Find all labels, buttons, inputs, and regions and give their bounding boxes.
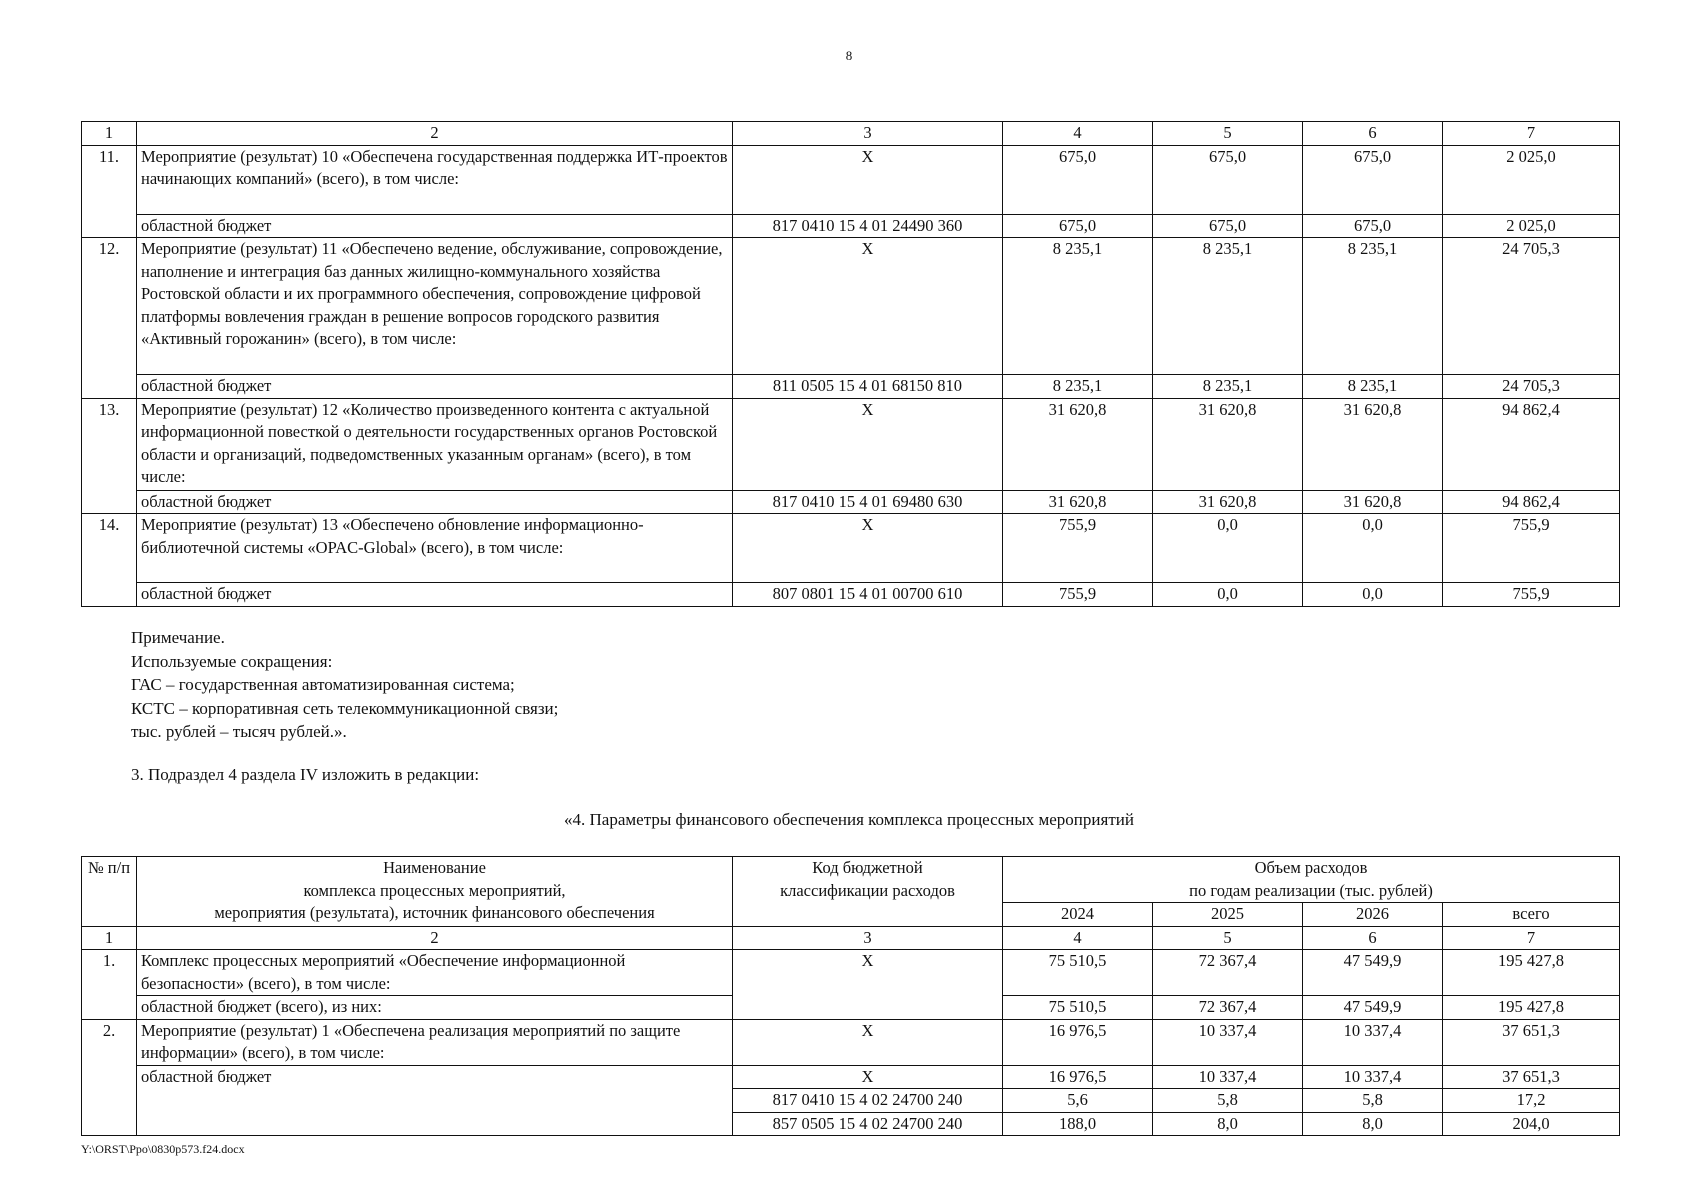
value-2025: 72 367,4 bbox=[1153, 996, 1303, 1020]
value-2025: 10 337,4 bbox=[1153, 1019, 1303, 1065]
funding-source: областной бюджет bbox=[137, 490, 733, 514]
measure-name: Мероприятие (результат) 12 «Количество произведенного контента с актуальной информационной повесткой о деятельности государственных органов Ростовской области и организаций, подведомственных указанным органам» (всего), в том числе: bbox=[137, 398, 733, 490]
table-row bbox=[82, 145, 1620, 214]
budget-code: 817 0410 15 4 01 24490 360 bbox=[733, 214, 1003, 238]
value-2024: 16 976,5 bbox=[1003, 1065, 1153, 1089]
budget-code: 817 0410 15 4 01 69480 630 bbox=[733, 490, 1003, 514]
budget-code: Х bbox=[733, 1019, 1003, 1065]
amendment-paragraph: 3. Подраздел 4 раздела IV изложить в редакции: bbox=[131, 765, 480, 784]
value-total: 94 862,4 bbox=[1443, 398, 1620, 490]
budget-code: Х bbox=[733, 145, 1003, 214]
value-2024: 755,9 bbox=[1003, 514, 1153, 583]
value-total: 755,9 bbox=[1443, 583, 1620, 607]
value-2024: 8 235,1 bbox=[1003, 375, 1153, 399]
value-2025: 8,0 bbox=[1153, 1112, 1303, 1136]
value-2025: 675,0 bbox=[1153, 145, 1303, 214]
value-2026: 8 235,1 bbox=[1303, 375, 1443, 399]
value-2024: 5,6 bbox=[1003, 1089, 1153, 1113]
value-2026: 31 620,8 bbox=[1303, 490, 1443, 514]
funding-source: областной бюджет bbox=[137, 375, 733, 399]
measure-name: Мероприятие (результат) 10 «Обеспечена государственная поддержка ИТ-проектов начинающих компаний» (всего), в том числе: bbox=[137, 145, 733, 214]
file-path-footer: Y:\ORST\Ppo\0830p573.f24.docx bbox=[81, 1142, 245, 1156]
value-total: 2 025,0 bbox=[1443, 214, 1620, 238]
column-number: 2 bbox=[137, 926, 733, 950]
row-number: 14. bbox=[82, 514, 137, 607]
budget-code: 857 0505 15 4 02 24700 240 bbox=[733, 1112, 1003, 1136]
table-header bbox=[82, 857, 1620, 903]
header-year-2025: 2025 bbox=[1153, 903, 1303, 927]
row-number: 13. bbox=[82, 398, 137, 514]
abbreviation-item: ГАС – государственная автоматизированная система; bbox=[131, 675, 515, 694]
value-2025: 72 367,4 bbox=[1153, 950, 1303, 996]
section-title: «4. Параметры финансового обеспечения комплекса процессных мероприятий bbox=[564, 810, 1134, 829]
budget-code: Х bbox=[733, 1065, 1003, 1089]
value-2024: 31 620,8 bbox=[1003, 398, 1153, 490]
header-name-line: Наименование bbox=[383, 858, 486, 877]
funding-source: областной бюджет bbox=[137, 583, 733, 607]
header-volume bbox=[1003, 857, 1620, 903]
budget-code: Х bbox=[733, 398, 1003, 490]
table-row bbox=[82, 375, 1620, 399]
value-total: 2 025,0 bbox=[1443, 145, 1620, 214]
row-number: 2. bbox=[82, 1019, 137, 1136]
budget-code: Х bbox=[733, 238, 1003, 375]
column-number: 4 bbox=[1003, 122, 1153, 146]
value-2024: 75 510,5 bbox=[1003, 996, 1153, 1020]
value-2025: 31 620,8 bbox=[1153, 490, 1303, 514]
value-2026: 10 337,4 bbox=[1303, 1065, 1443, 1089]
budget-code: 807 0801 15 4 01 00700 610 bbox=[733, 583, 1003, 607]
table-row bbox=[82, 583, 1620, 607]
table-row bbox=[82, 490, 1620, 514]
column-number: 3 bbox=[733, 122, 1003, 146]
header-year-2024: 2024 bbox=[1003, 903, 1153, 927]
value-2025: 0,0 bbox=[1153, 514, 1303, 583]
value-2026: 675,0 bbox=[1303, 214, 1443, 238]
value-2026: 675,0 bbox=[1303, 145, 1443, 214]
table-row bbox=[82, 214, 1620, 238]
value-total: 94 862,4 bbox=[1443, 490, 1620, 514]
value-2025: 8 235,1 bbox=[1153, 375, 1303, 399]
value-2026: 5,8 bbox=[1303, 1089, 1443, 1113]
value-2025: 31 620,8 bbox=[1153, 398, 1303, 490]
note-title: Примечание. bbox=[131, 628, 225, 647]
value-total: 195 427,8 bbox=[1443, 950, 1620, 996]
column-number: 7 bbox=[1443, 122, 1620, 146]
abbreviation-item: тыс. рублей – тысяч рублей.». bbox=[131, 722, 347, 741]
value-2025: 5,8 bbox=[1153, 1089, 1303, 1113]
value-total: 37 651,3 bbox=[1443, 1065, 1620, 1089]
value-total: 204,0 bbox=[1443, 1112, 1620, 1136]
value-2024: 675,0 bbox=[1003, 214, 1153, 238]
column-number: 1 bbox=[82, 122, 137, 146]
budget-code: 817 0410 15 4 02 24700 240 bbox=[733, 1089, 1003, 1113]
measure-name: Мероприятие (результат) 13 «Обеспечено обновление информационно-библиотечной системы «OPAC-Global» (всего), в том числе: bbox=[137, 514, 733, 583]
value-2026: 10 337,4 bbox=[1303, 1019, 1443, 1065]
column-number: 2 bbox=[137, 122, 733, 146]
table-row bbox=[82, 398, 1620, 490]
value-2025: 10 337,4 bbox=[1153, 1065, 1303, 1089]
column-number: 4 bbox=[1003, 926, 1153, 950]
value-2025: 8 235,1 bbox=[1153, 238, 1303, 375]
header-code bbox=[733, 857, 1003, 927]
budget-code: 811 0505 15 4 01 68150 810 bbox=[733, 375, 1003, 399]
value-2024: 75 510,5 bbox=[1003, 950, 1153, 996]
table-header-numbers bbox=[82, 122, 1620, 146]
row-number: 1. bbox=[82, 950, 137, 1020]
header-year-2026: 2026 bbox=[1303, 903, 1443, 927]
header-name-line: мероприятия (результата), источник финансового обеспечения bbox=[214, 903, 655, 922]
funding-parameters-table bbox=[81, 856, 1620, 1136]
measure-name: Мероприятие (результат) 11 «Обеспечено ведение, обслуживание, сопровождение, наполнение и интеграция баз данных жилищно-коммунального хозяйства Ростовской области и их программного обеспечения, сопровождение цифровой платформы вовлечения граждан в решение вопросов городского развития «Активный горожанин» (всего), в том числе: bbox=[137, 238, 733, 375]
value-2025: 0,0 bbox=[1153, 583, 1303, 607]
header-number: № п/п bbox=[82, 857, 137, 927]
table-row bbox=[82, 514, 1620, 583]
column-number: 6 bbox=[1303, 926, 1443, 950]
value-total: 755,9 bbox=[1443, 514, 1620, 583]
measure-name: Комплекс процессных мероприятий «Обеспечение информационной безопасности» (всего), в том числе: bbox=[137, 950, 733, 996]
value-total: 37 651,3 bbox=[1443, 1019, 1620, 1065]
funding-table-continued bbox=[81, 121, 1620, 607]
header-name-line: комплекса процессных мероприятий, bbox=[303, 880, 566, 900]
header-total: всего bbox=[1443, 903, 1620, 927]
column-number: 5 bbox=[1153, 926, 1303, 950]
column-number: 1 bbox=[82, 926, 137, 950]
header-volume-line: Объем расходов bbox=[1254, 858, 1368, 877]
funding-source: областной бюджет bbox=[137, 214, 733, 238]
table-row bbox=[82, 1065, 1620, 1089]
value-total: 24 705,3 bbox=[1443, 238, 1620, 375]
funding-source: областной бюджет (всего), из них: bbox=[137, 996, 733, 1020]
table-row bbox=[82, 950, 1620, 996]
abbreviation-item: КСТС – корпоративная сеть телекоммуникационной связи; bbox=[131, 698, 559, 718]
value-2026: 47 549,9 bbox=[1303, 950, 1443, 996]
measure-name: Мероприятие (результат) 1 «Обеспечена реализация мероприятий по защите информации» (всего), в том числе: bbox=[137, 1019, 733, 1065]
header-name bbox=[137, 857, 733, 927]
value-2024: 31 620,8 bbox=[1003, 490, 1153, 514]
value-total: 195 427,8 bbox=[1443, 996, 1620, 1020]
column-number: 6 bbox=[1303, 122, 1443, 146]
abbreviations-title: Используемые сокращения: bbox=[131, 651, 333, 671]
value-2025: 675,0 bbox=[1153, 214, 1303, 238]
value-2026: 8,0 bbox=[1303, 1112, 1443, 1136]
value-2026: 0,0 bbox=[1303, 583, 1443, 607]
budget-code: Х bbox=[733, 514, 1003, 583]
row-number: 12. bbox=[82, 238, 137, 399]
row-number: 11. bbox=[82, 145, 137, 238]
page-number: 8 bbox=[845, 48, 853, 63]
value-2024: 16 976,5 bbox=[1003, 1019, 1153, 1065]
value-2026: 47 549,9 bbox=[1303, 996, 1443, 1020]
column-number: 5 bbox=[1153, 122, 1303, 146]
funding-source: областной бюджет bbox=[137, 1065, 733, 1136]
value-total: 24 705,3 bbox=[1443, 375, 1620, 399]
header-code-line: Код бюджетной bbox=[812, 858, 923, 877]
value-2026: 0,0 bbox=[1303, 514, 1443, 583]
column-number: 3 bbox=[733, 926, 1003, 950]
value-2024: 675,0 bbox=[1003, 145, 1153, 214]
column-number: 7 bbox=[1443, 926, 1620, 950]
table-row bbox=[82, 238, 1620, 375]
header-volume-line: по годам реализации (тыс. рублей) bbox=[1189, 880, 1433, 900]
note-block bbox=[131, 626, 558, 744]
table-header-numbers bbox=[82, 926, 1620, 950]
value-2026: 8 235,1 bbox=[1303, 238, 1443, 375]
value-2026: 31 620,8 bbox=[1303, 398, 1443, 490]
budget-code: Х bbox=[733, 950, 1003, 1020]
header-code-line: классификации расходов bbox=[780, 880, 955, 900]
value-2024: 8 235,1 bbox=[1003, 238, 1153, 375]
value-total: 17,2 bbox=[1443, 1089, 1620, 1113]
value-2024: 755,9 bbox=[1003, 583, 1153, 607]
table-row bbox=[82, 1019, 1620, 1065]
value-2024: 188,0 bbox=[1003, 1112, 1153, 1136]
